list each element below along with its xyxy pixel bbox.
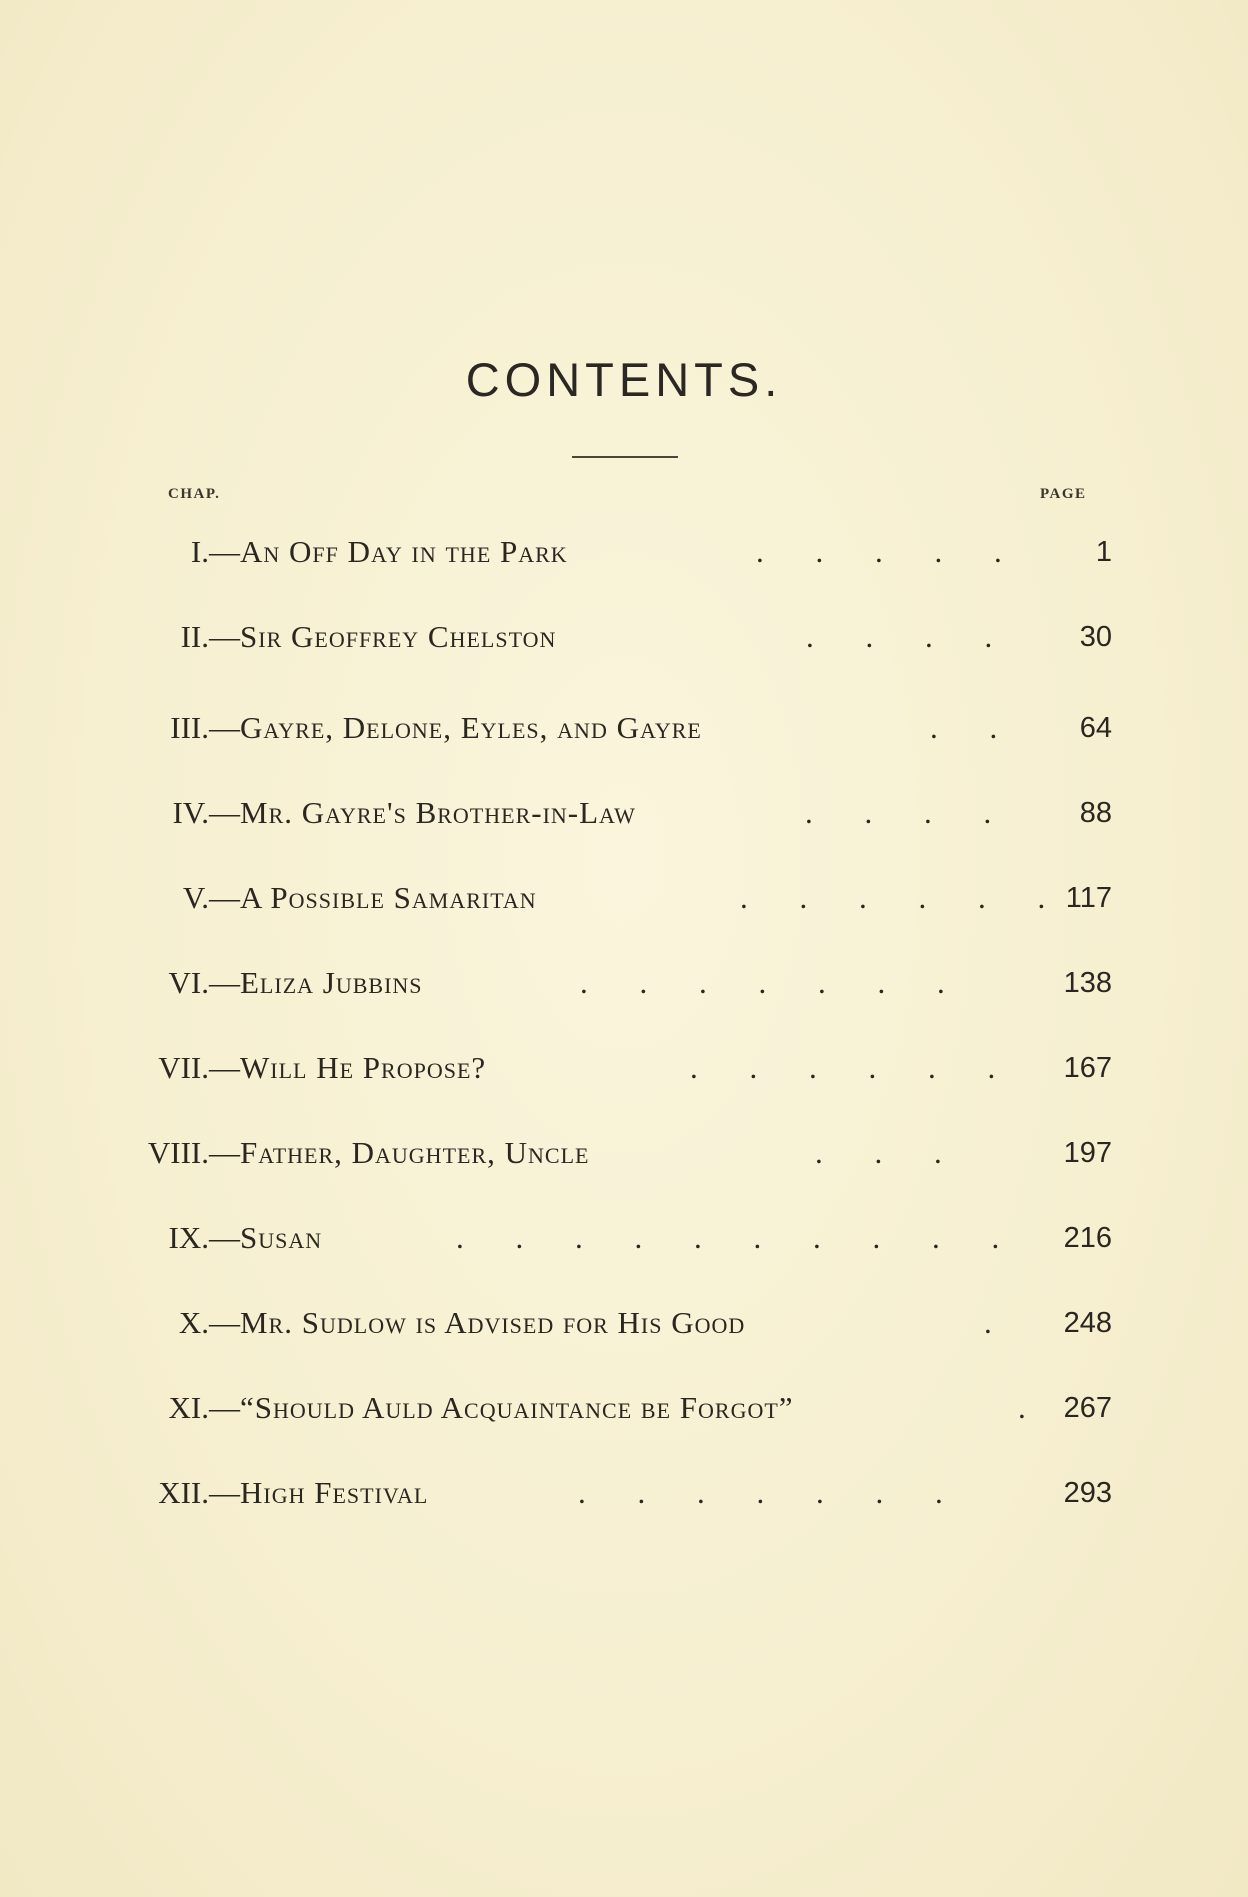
chapter-title: Father, Daughter, Uncle bbox=[240, 1135, 590, 1170]
page-number: 293 bbox=[1063, 1477, 1112, 1509]
leader-dots: . . . . . . bbox=[740, 880, 1068, 915]
chapter-number: X.— bbox=[178, 1305, 240, 1340]
toc-entry[interactable] bbox=[0, 1213, 1248, 1263]
page-number: 197 bbox=[1063, 1137, 1112, 1169]
leader-dots: . bbox=[1018, 1390, 1048, 1425]
leader-dots: . . . . . . . bbox=[578, 1475, 965, 1510]
chapter-title: High Festival bbox=[240, 1475, 429, 1510]
leader-dots: . . bbox=[930, 710, 1020, 745]
page-number: 138 bbox=[1063, 967, 1112, 999]
chapter-number: IV.— bbox=[172, 795, 240, 830]
leader-dots: . . . . . . . . . . bbox=[456, 1220, 1022, 1255]
leader-dots: . . . . . . . bbox=[580, 965, 967, 1000]
toc-entry[interactable] bbox=[0, 788, 1248, 838]
chapter-title: “Should Auld Acquaintance be Forgot” bbox=[240, 1390, 794, 1425]
toc-entry[interactable] bbox=[0, 1383, 1248, 1433]
chapter-title: Gayre, Delone, Eyles, and Gayre bbox=[240, 710, 702, 745]
chapter-title: Mr. Gayre's Brother-in-Law bbox=[240, 795, 636, 830]
chapter-title: Susan bbox=[240, 1220, 323, 1255]
chapter-title: Mr. Sudlow is Advised for His Good bbox=[240, 1305, 746, 1340]
chapter-number: V.— bbox=[182, 880, 240, 915]
chapter-number: IX.— bbox=[168, 1220, 240, 1255]
page-number: 88 bbox=[1079, 797, 1112, 829]
chapter-number: VII.— bbox=[158, 1050, 240, 1085]
chapter-title: Sir Geoffrey Chelston bbox=[240, 619, 557, 654]
page-number: 64 bbox=[1079, 712, 1112, 744]
toc-entry[interactable] bbox=[0, 612, 1248, 662]
chapter-title: An Off Day in the Park bbox=[240, 534, 568, 569]
leader-dots: . . . . bbox=[806, 619, 1015, 654]
page-number: 248 bbox=[1063, 1307, 1112, 1339]
chapter-number: VI.— bbox=[168, 965, 240, 1000]
chapter-title: Will He Propose? bbox=[240, 1050, 487, 1085]
toc-entry[interactable] bbox=[0, 527, 1248, 577]
chapter-number: II.— bbox=[180, 619, 240, 654]
chapter-number: III.— bbox=[170, 710, 240, 745]
chapter-number: XII.— bbox=[158, 1475, 240, 1510]
chapter-title: Eliza Jubbins bbox=[240, 965, 423, 1000]
leader-dots: . bbox=[984, 1305, 1014, 1340]
chapter-title: A Possible Samaritan bbox=[240, 880, 537, 915]
chapter-number: XI.— bbox=[168, 1390, 240, 1425]
page-title: CONTENTS. bbox=[465, 353, 783, 406]
page-number: 167 bbox=[1063, 1052, 1112, 1084]
leader-dots: . . . bbox=[815, 1135, 964, 1170]
page-number: 267 bbox=[1063, 1392, 1112, 1424]
leader-dots: . . . . bbox=[805, 795, 1014, 830]
page-number: 30 bbox=[1079, 621, 1112, 653]
toc-entry[interactable] bbox=[0, 1043, 1248, 1093]
toc-entry[interactable] bbox=[0, 958, 1248, 1008]
toc-entry[interactable] bbox=[0, 703, 1248, 753]
toc-entry[interactable] bbox=[0, 1468, 1248, 1518]
toc-entry[interactable] bbox=[0, 873, 1248, 923]
leader-dots: . . . . . . bbox=[690, 1050, 1018, 1085]
toc-entry[interactable] bbox=[0, 1298, 1248, 1348]
page-number: 216 bbox=[1063, 1222, 1112, 1254]
leader-dots: . . . . . bbox=[756, 534, 1024, 569]
page-number: 117 bbox=[1065, 882, 1112, 914]
page-number: 1 bbox=[1095, 536, 1112, 568]
chapter-number: I.— bbox=[190, 534, 240, 569]
chapter-number: VIII.— bbox=[147, 1135, 240, 1170]
page-column-header: PAGE bbox=[1040, 486, 1087, 502]
toc-entry[interactable] bbox=[0, 1128, 1248, 1178]
chapter-column-header: CHAP. bbox=[168, 486, 221, 502]
